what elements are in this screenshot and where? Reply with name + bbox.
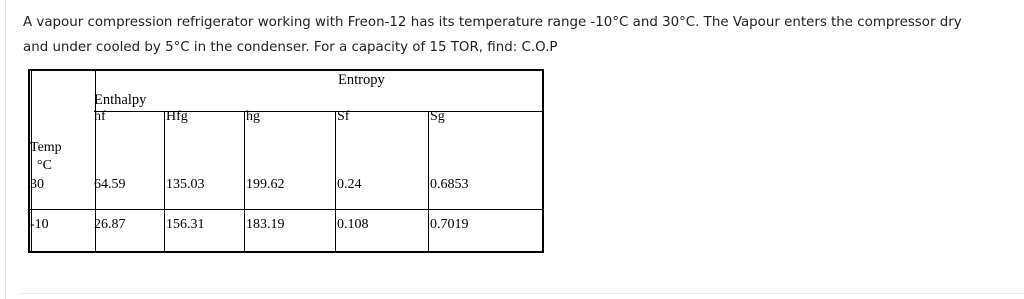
row-2-temp: -10 [30, 217, 49, 232]
row-2-sg: 0.7019 [430, 217, 469, 232]
enthalpy-header: Enthalpy [94, 92, 147, 108]
entropy-header: Entropy [338, 72, 385, 88]
header-rule [94, 111, 544, 112]
row-2-hg: 183.19 [246, 217, 285, 232]
row-2-hfg: 156.31 [166, 217, 205, 232]
row-rule-2 [30, 251, 544, 252]
row-1-hg: 199.62 [246, 177, 285, 192]
question-text [23, 10, 1013, 60]
row-1-hfg: 135.03 [166, 177, 205, 192]
row-1-sg: 0.6853 [430, 177, 469, 192]
row-1-sf: 0.24 [337, 177, 362, 192]
temp-label: Temp [30, 140, 62, 155]
question-line-1: A vapour compression refrigerator working with Freon-12 has its temperature range -10°C and 30°C. The Vapour enters the compressor dry [23, 15, 962, 30]
col-rule-6 [428, 111, 429, 253]
column-header-sf: Sf [337, 109, 350, 124]
row-2-hf: 26.87 [94, 217, 126, 232]
question-line-2: and under cooled by 5°C in the condenser. For a capacity of 15 TOR, find: C.O.P [23, 40, 558, 55]
column-header-sg: Sg [430, 109, 445, 124]
row-1-hf: 64.59 [94, 177, 126, 192]
column-header-hg: hg [246, 109, 260, 124]
column-header-hfg: Hfg [166, 109, 188, 124]
row-2-sf: 0.108 [337, 217, 369, 232]
row-1-temp: 30 [30, 177, 44, 192]
property-table-image [28, 69, 544, 253]
temp-unit: °C [37, 158, 52, 173]
bottom-divider [18, 293, 1024, 294]
col-rule-3 [164, 111, 165, 253]
row-rule-1 [30, 209, 544, 210]
column-header-hf: hf [94, 109, 106, 124]
left-border [5, 0, 6, 299]
col-rule-4 [244, 111, 245, 253]
col-rule-5 [335, 111, 336, 253]
